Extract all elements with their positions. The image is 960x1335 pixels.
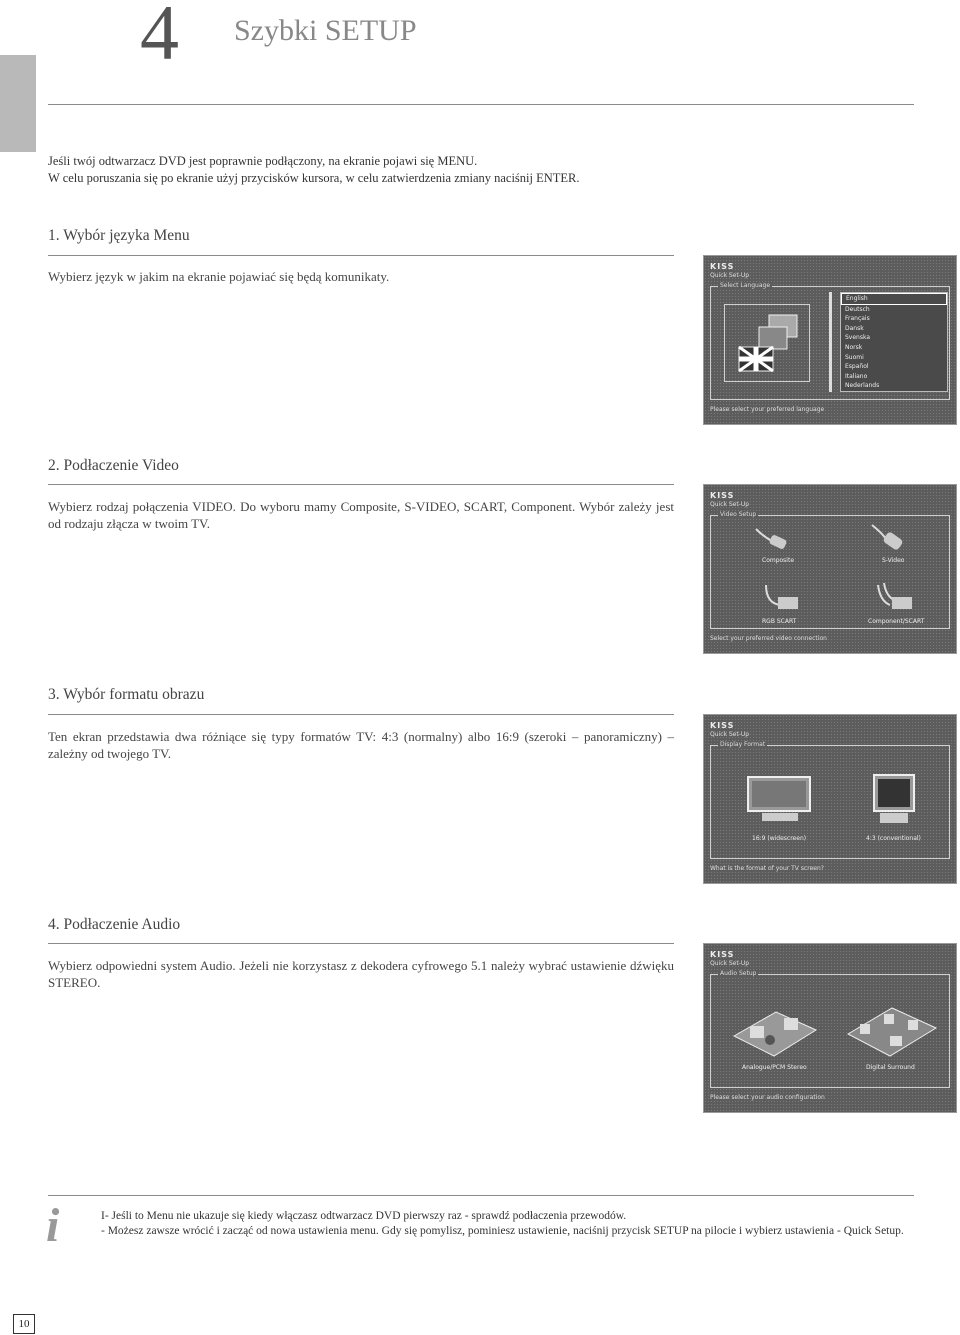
section-divider xyxy=(48,484,674,485)
language-item: Norsk xyxy=(845,343,863,351)
brand-logo: KISS xyxy=(710,721,735,730)
language-item: Deutsch xyxy=(845,305,870,313)
scrollbar xyxy=(829,292,832,392)
intro-line: W celu poruszania się po ekranie użyj przycisków kursora, w celu zatwierdzenia zmiany naciśnij ENTER. xyxy=(48,171,580,185)
screen-subtitle: Quick Set-Up xyxy=(710,731,750,738)
tip-divider xyxy=(48,1195,914,1196)
chapter-title: Szybki SETUP xyxy=(234,14,417,47)
frame-label: Select Language xyxy=(720,282,771,289)
screen-footer: What is the format of your TV screen? xyxy=(710,865,824,872)
intro-line: Jeśli twój odtwarzacz DVD jest poprawnie podłączony, na ekranie pojawi się MENU. xyxy=(48,154,478,168)
info-icon: i xyxy=(46,1199,60,1252)
section-title: 4. Podłaczenie Audio xyxy=(48,916,181,933)
screen-subtitle: Quick Set-Up xyxy=(710,501,750,508)
language-list xyxy=(840,292,948,392)
flags-icon xyxy=(725,305,809,381)
audio-screen xyxy=(703,943,957,1113)
section-title: 1. Wybór języka Menu xyxy=(48,227,190,244)
section-title: 2. Podłaczenie Video xyxy=(48,457,179,474)
side-tab xyxy=(0,55,36,152)
option-label: Digital Surround xyxy=(866,1064,915,1071)
section-title: 3. Wybór formatu obrazu xyxy=(48,686,205,703)
screen-frame xyxy=(710,515,950,629)
screen-subtitle: Quick Set-Up xyxy=(710,272,750,279)
screen-subtitle: Quick Set-Up xyxy=(710,960,750,967)
screen-footer: Please select your preferred language xyxy=(710,406,825,413)
component-cable-icon xyxy=(874,581,914,615)
tip-text xyxy=(101,1209,904,1239)
surround-setup-icon xyxy=(844,996,940,1058)
section-divider xyxy=(48,714,674,715)
option-label: Analogue/PCM Stereo xyxy=(742,1064,807,1071)
section-body: Ten ekran przedstawia dwa różniące się typy formatów TV: 4:3 (normalny) albo 16:9 (szeroki – panoramiczny) – zależny od twojego TV. xyxy=(48,729,674,761)
section-divider xyxy=(48,255,674,256)
language-item: Suomi xyxy=(845,353,864,361)
language-item: Español xyxy=(845,363,869,371)
section-body: Wybierz rodzaj połączenia VIDEO. Do wyboru mamy Composite, S-VIDEO, SCART, Component. Wybór zależy jest od rodzaju złącza w twoim TV. xyxy=(48,499,674,531)
flag-box xyxy=(724,304,810,382)
language-item: Svenska xyxy=(845,334,871,342)
intro-text xyxy=(48,153,580,187)
frame-label: Display Format xyxy=(720,741,766,748)
language-item: Italiano xyxy=(845,372,868,380)
language-item: Français xyxy=(845,315,870,323)
screen-footer: Select your preferred video connection xyxy=(710,635,827,642)
language-item: English xyxy=(841,293,947,305)
page-number: 10 xyxy=(13,1314,35,1334)
tip-line: I- Jeśli to Menu nie ukazuje się kiedy włączasz odtwarzacz DVD pierwszy raz - sprawdź podłaczenia przewodów. xyxy=(101,1210,627,1222)
chapter-number: 4 xyxy=(140,0,179,76)
option-label: RGB SCART xyxy=(762,618,797,625)
header-divider xyxy=(48,104,914,105)
display-format-screen xyxy=(703,714,957,884)
option-label: 16:9 (widescreen) xyxy=(752,835,807,842)
option-label: 4:3 (conventional) xyxy=(866,835,921,842)
section-divider xyxy=(48,943,674,944)
option-label: Composite xyxy=(762,557,795,564)
option-label: S-Video xyxy=(882,557,905,564)
scart-cable-icon xyxy=(762,581,802,615)
brand-logo: KISS xyxy=(710,950,735,959)
section-body: Wybierz odpowiedni system Audio. Jeżeli nie korzystasz z dekodera cyfrowego 5.1 należy wybrać ustawienie dźwięku STEREO. xyxy=(48,958,674,990)
language-item: Dansk xyxy=(845,324,864,332)
section-body: Wybierz język w jakim na ekranie pojawiać się będą komunikaty. xyxy=(48,269,390,284)
language-item: Nederlands xyxy=(845,382,880,390)
brand-logo: KISS xyxy=(710,491,735,500)
conventional-tv-icon xyxy=(872,773,916,827)
frame-label: Video Setup xyxy=(720,511,757,518)
video-screen xyxy=(703,484,957,654)
frame-label: Audio Setup xyxy=(720,970,757,977)
language-screen xyxy=(703,255,957,425)
brand-logo: KISS xyxy=(710,262,735,271)
stereo-setup-icon xyxy=(730,1000,820,1058)
widescreen-tv-icon xyxy=(746,775,812,827)
screen-footer: Please select your audio configuration xyxy=(710,1094,825,1101)
tip-line: - Możesz zawsze wrócić i zacząć od nowa ustawienia menu. Gdy się pomylisz, pominiesz ustawienie, naciśnij przycisk SETUP na pilocie i wybierz ustawienia - Quick Setup. xyxy=(101,1225,904,1237)
svideo-cable-icon xyxy=(870,523,906,555)
composite-cable-icon xyxy=(754,527,790,555)
option-label: Component/SCART xyxy=(868,618,925,625)
